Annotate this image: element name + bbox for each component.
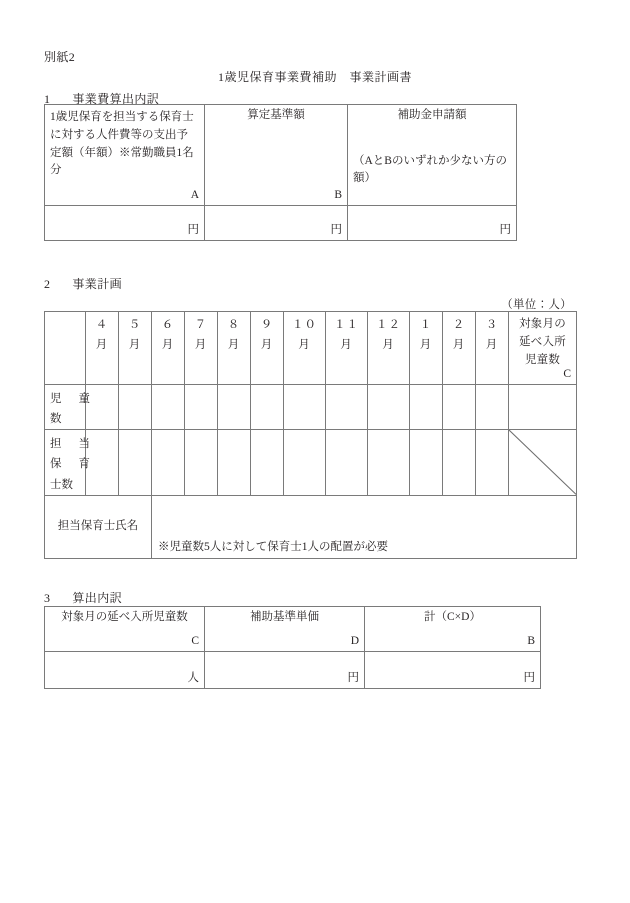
staff-count-cell-1[interactable] [410, 430, 443, 495]
label-line: 保 育 [50, 458, 90, 471]
staff-names-label: 担当保育士氏名 [57, 519, 139, 532]
labor-cost-value[interactable] [45, 206, 204, 213]
children-count-cell-10[interactable] [284, 385, 326, 430]
cell-value[interactable] [368, 430, 409, 437]
total-children-input-cell[interactable] [45, 652, 205, 689]
month-label-4 [86, 312, 118, 355]
staff-count-total-cell-disabled [509, 430, 577, 495]
cell-value[interactable] [326, 385, 367, 392]
month-header-cell-6 [152, 312, 185, 385]
table-row [45, 206, 517, 241]
total-children-header-text-s3: 対象月の延べ入所児童数 [61, 611, 188, 623]
month-label-6 [152, 312, 184, 355]
unit-price-unit: 円 [347, 672, 359, 685]
table-row [45, 607, 541, 652]
subsidy-request-note: （AとBのいずれか少ない方の額） [353, 154, 507, 184]
children-count-cell-6[interactable] [152, 385, 185, 430]
month-label-8 [218, 312, 250, 355]
month-number: １０ [292, 319, 317, 331]
cell-value[interactable] [251, 430, 283, 437]
month-suffix: 月 [340, 338, 353, 351]
total-amount-marker: B [527, 635, 535, 648]
staff-count-cell-4[interactable] [86, 430, 119, 495]
cell-value[interactable] [326, 430, 367, 437]
month-suffix: 月 [485, 338, 499, 351]
staff-count-cell-8[interactable] [218, 430, 251, 495]
unit-price-header-cell [205, 607, 365, 652]
children-count-cell-12[interactable] [368, 385, 410, 430]
section-2-title: 事業計画 [72, 277, 123, 291]
cell-value[interactable] [284, 385, 325, 392]
month-number: ２ [452, 319, 466, 331]
total-children-header-cell-s3 [45, 607, 205, 652]
month-header-cell-5 [119, 312, 152, 385]
section-3-number: 3 [44, 591, 51, 605]
cell-value[interactable] [218, 430, 250, 437]
month-number: １２ [376, 319, 401, 331]
total-header-line-3: 児童数 [524, 353, 561, 366]
table-row [45, 105, 517, 206]
month-label-7 [185, 312, 217, 355]
labor-cost-header-cell [45, 105, 205, 206]
cell-value[interactable] [218, 385, 250, 392]
staff-names-label-cell [45, 495, 152, 558]
children-count-cell-8[interactable] [218, 385, 251, 430]
expense-breakdown-table [44, 104, 517, 241]
unit-price-value[interactable] [205, 652, 364, 659]
total-children-marker: C [563, 368, 571, 381]
total-children-unit: 人 [187, 672, 199, 685]
document-title: 1歳児保育事業費補助 事業計画書 [217, 70, 412, 84]
cell-value[interactable] [284, 430, 325, 437]
standard-amount-header-cell [205, 105, 348, 206]
staff-count-cell-7[interactable] [185, 430, 218, 495]
total-amount-value[interactable] [365, 652, 540, 659]
cell-value[interactable] [152, 385, 184, 392]
total-children-header-cell [509, 312, 577, 385]
month-number: ７ [194, 319, 208, 331]
month-header-cell-10 [284, 312, 326, 385]
row-label-children-count-text [45, 385, 90, 429]
labor-cost-input-cell[interactable] [45, 206, 205, 241]
month-label-11 [326, 312, 367, 355]
month-suffix: 月 [260, 338, 274, 351]
standard-amount-header-text: 算定基準額 [247, 109, 305, 121]
subsidy-request-header-text: 補助金申請額 [397, 109, 467, 121]
row-label-children-count [45, 385, 90, 430]
label-line: 児 童 [50, 393, 90, 405]
children-count-cell-2[interactable] [443, 385, 476, 430]
labor-cost-header-text: 1歳児保育を担当する保育士に対する人件費等の支出予定額（年額）※常勤職員1名分 [50, 111, 194, 177]
month-header-cell-4 [86, 312, 119, 385]
standard-amount-unit: 円 [330, 224, 342, 237]
month-number: ８ [227, 319, 241, 331]
cell-value[interactable] [368, 385, 409, 392]
corner-header-text [45, 312, 85, 319]
staffing-ratio-note: ※児童数5人に対して保育士1人の配置が必要 [158, 540, 388, 553]
row-label-staff-count [45, 430, 90, 495]
month-suffix: 月 [194, 338, 208, 351]
section-2-heading [44, 275, 122, 292]
monthly-plan-table [44, 311, 577, 559]
children-count-cell-11[interactable] [326, 385, 368, 430]
month-suffix: 月 [382, 338, 395, 351]
document-reference-label: 別紙2 [44, 50, 76, 64]
unit-price-input-cell[interactable] [205, 652, 365, 689]
standard-amount-input-cell[interactable] [205, 206, 348, 241]
month-suffix: 月 [227, 338, 241, 351]
cell-value[interactable] [509, 385, 576, 392]
month-label-3 [476, 312, 508, 355]
month-number: ３ [485, 319, 499, 331]
month-header-cell-12 [368, 312, 410, 385]
cell-value[interactable] [119, 385, 151, 392]
month-suffix: 月 [298, 338, 311, 351]
cell-value[interactable] [119, 430, 151, 437]
children-count-cell-1[interactable] [410, 385, 443, 430]
cell-value[interactable] [476, 385, 508, 392]
cell-value[interactable] [443, 385, 475, 392]
children-count-cell-9[interactable] [251, 385, 284, 430]
cell-value[interactable] [251, 385, 283, 392]
section-1-number: 1 [44, 92, 51, 106]
month-header-cell-2 [443, 312, 476, 385]
staff-count-cell-11[interactable] [326, 430, 368, 495]
month-label-12 [368, 312, 409, 355]
total-children-value[interactable] [45, 652, 204, 659]
total-header-line-2: 延べ入所 [519, 335, 566, 348]
standard-amount-marker: B [334, 189, 342, 202]
month-label-2 [443, 312, 475, 355]
label-line: 士数 [50, 478, 73, 491]
staff-names-value[interactable] [152, 496, 576, 503]
table-row [45, 652, 541, 689]
subsidy-request-value[interactable] [348, 206, 516, 213]
cell-value[interactable] [185, 430, 217, 437]
month-suffix: 月 [128, 338, 142, 351]
month-header-cell-11 [326, 312, 368, 385]
table-row [45, 385, 577, 430]
month-suffix: 月 [161, 338, 175, 351]
total-amount-header-cell [365, 607, 541, 652]
month-header-cell-8 [218, 312, 251, 385]
table-row [45, 430, 577, 495]
children-count-cell-3[interactable] [476, 385, 509, 430]
subsidy-request-input-cell[interactable] [348, 206, 517, 241]
section-3-title: 算出内訳 [72, 591, 123, 605]
month-number: ９ [260, 319, 274, 331]
section-1-title: 事業費算出内訳 [72, 92, 160, 106]
month-label-10 [284, 312, 325, 355]
total-children-marker-s3: C [191, 635, 199, 648]
total-amount-input-cell[interactable] [365, 652, 541, 689]
label-line: 担 当 [50, 438, 90, 451]
total-amount-unit: 円 [523, 672, 535, 685]
section-2-number: 2 [44, 277, 51, 291]
cell-value[interactable] [410, 385, 442, 392]
total-header-line-1: 対象月の [519, 318, 566, 330]
cell-value[interactable] [86, 385, 118, 392]
unit-price-marker: D [350, 635, 359, 648]
month-label-5 [119, 312, 151, 355]
labor-cost-marker: A [190, 189, 199, 202]
section-3-heading [44, 589, 122, 606]
subsidy-request-unit: 円 [499, 224, 511, 237]
month-number: １１ [334, 319, 359, 331]
staff-count-cell-2[interactable] [443, 430, 476, 495]
staff-names-input-cell[interactable] [152, 495, 577, 558]
month-number: ４ [95, 319, 109, 331]
month-number: ６ [161, 319, 175, 331]
total-children-header-text [509, 312, 576, 369]
month-suffix: 月 [452, 338, 466, 351]
month-header-cell-3 [476, 312, 509, 385]
diagonal-strike-icon [509, 430, 576, 494]
row-label-staff-count-text [45, 430, 90, 494]
subsidy-request-header-cell [348, 105, 517, 206]
cell-value[interactable] [476, 430, 508, 437]
cell-value[interactable] [185, 385, 217, 392]
month-header-cell-9 [251, 312, 284, 385]
staff-count-cell-6[interactable] [152, 430, 185, 495]
label-line: 数 [50, 413, 62, 426]
unit-note: （単位：人） [501, 299, 572, 311]
staff-count-cell-5[interactable] [119, 430, 152, 495]
calculation-breakdown-table [44, 606, 541, 689]
unit-price-header-text: 補助基準単価 [250, 611, 319, 623]
month-number: ５ [128, 319, 142, 331]
month-number: １ [419, 319, 433, 331]
table-row [45, 495, 577, 558]
corner-header-cell [45, 312, 86, 385]
staff-count-cell-3[interactable] [476, 430, 509, 495]
cell-value[interactable] [152, 430, 184, 437]
month-header-cell-1 [410, 312, 443, 385]
children-count-cell-4[interactable] [86, 385, 119, 430]
cell-value[interactable] [443, 430, 475, 437]
month-suffix: 月 [419, 338, 433, 351]
month-header-cell-7 [185, 312, 218, 385]
month-label-1 [410, 312, 442, 355]
cell-value[interactable] [410, 430, 442, 437]
staff-count-cell-10[interactable] [284, 430, 326, 495]
children-count-cell-5[interactable] [119, 385, 152, 430]
labor-cost-unit: 円 [187, 224, 199, 237]
children-count-cell-7[interactable] [185, 385, 218, 430]
children-count-total-cell[interactable] [509, 385, 577, 430]
cell-value[interactable] [86, 430, 118, 437]
standard-amount-value[interactable] [205, 206, 347, 213]
month-label-9 [251, 312, 283, 355]
month-header-row [45, 312, 577, 385]
staff-count-cell-12[interactable] [368, 430, 410, 495]
total-amount-header-text: 計（C×D） [424, 611, 481, 623]
month-suffix: 月 [95, 338, 109, 351]
staff-count-cell-9[interactable] [251, 430, 284, 495]
